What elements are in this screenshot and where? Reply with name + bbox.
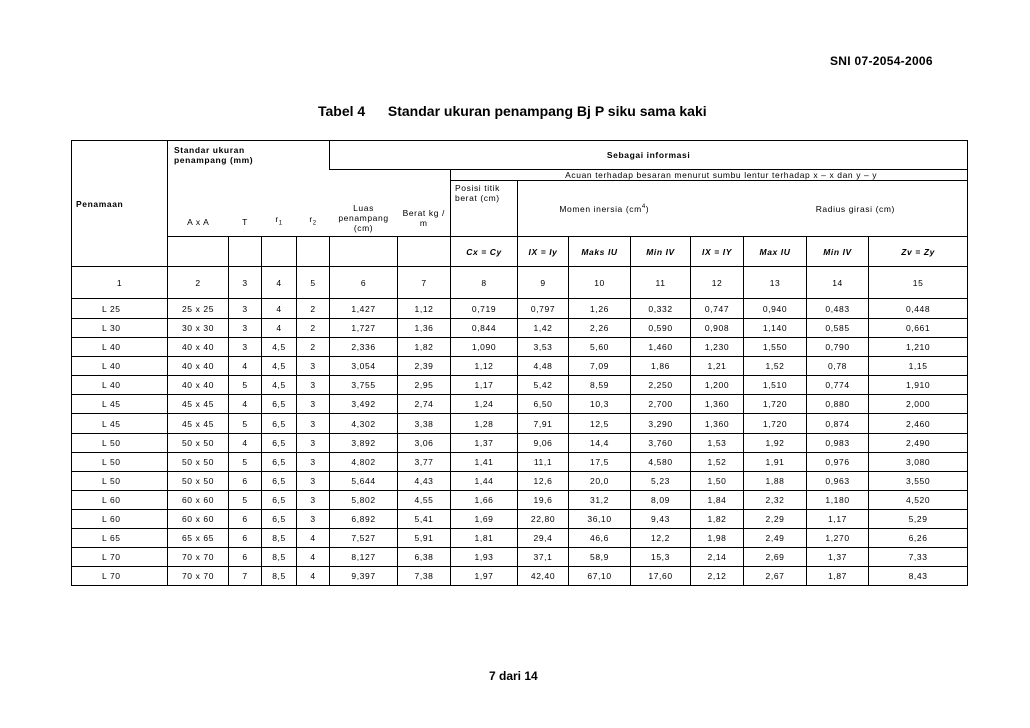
table-cell: 4,520	[869, 490, 968, 509]
table-cell: 6	[229, 471, 262, 490]
table-cell: 6	[229, 509, 262, 528]
column-number: 15	[869, 267, 968, 299]
table-cell: 22,80	[518, 509, 569, 528]
column-number: 12	[691, 267, 744, 299]
table-cell: 3,760	[631, 433, 691, 452]
table-cell: L 40	[72, 376, 168, 395]
table-cell: 2,460	[869, 414, 968, 433]
table-cell: 1,82	[691, 509, 744, 528]
table-cell: 2,39	[398, 357, 451, 376]
table-cell: 6,50	[518, 395, 569, 414]
table-cell: 6	[229, 548, 262, 567]
table-cell: 2,49	[744, 529, 807, 548]
header-penamaan: Penamaan	[72, 141, 168, 267]
table-cell: 3,080	[869, 452, 968, 471]
table-cell: 67,10	[569, 567, 631, 586]
table-cell: 6,5	[262, 452, 297, 471]
table-row	[72, 452, 968, 471]
header-radius-girasi: Radius girasi (cm)	[744, 181, 968, 237]
table-row	[72, 471, 968, 490]
table-cell: 17,5	[569, 452, 631, 471]
table-cell: 4	[297, 529, 330, 548]
table-cell: 1,180	[807, 490, 869, 509]
table-cell: 40 x 40	[168, 357, 229, 376]
table-cell: 50 x 50	[168, 452, 229, 471]
table-cell: L 50	[72, 471, 168, 490]
table-cell: 20,0	[569, 471, 631, 490]
table-cell: 4,5	[262, 376, 297, 395]
table-title: Standar ukuran penampang Bj P siku sama kaki	[387, 103, 707, 119]
header-momen-inersia	[518, 181, 691, 237]
table-cell: 2	[297, 299, 330, 319]
table-cell: 3	[297, 414, 330, 433]
table-cell: 1,81	[451, 529, 518, 548]
table-cell: L 65	[72, 529, 168, 548]
table-cell: L 70	[72, 567, 168, 586]
table-cell: 0,874	[807, 414, 869, 433]
table-cell: 0,963	[807, 471, 869, 490]
table-cell: 4	[262, 299, 297, 319]
table-cell: 12,2	[631, 529, 691, 548]
table-cell: 1,270	[807, 529, 869, 548]
table-cell: 1,88	[744, 471, 807, 490]
table-cell: 3	[297, 395, 330, 414]
column-number: 10	[569, 267, 631, 299]
table-cell: 5,29	[869, 509, 968, 528]
table-cell: 9,06	[518, 433, 569, 452]
table-cell: 4,5	[262, 338, 297, 357]
table-cell: 8,5	[262, 529, 297, 548]
header-maks-iu: Maks IU	[569, 237, 631, 267]
table-cell: 42,40	[518, 567, 569, 586]
document-id: SNI 07-2054-2006	[830, 54, 933, 68]
table-cell: L 45	[72, 395, 168, 414]
table-cell: 1,36	[398, 319, 451, 338]
column-number: 11	[631, 267, 691, 299]
table-cell: 50 x 50	[168, 433, 229, 452]
table-row	[72, 548, 968, 567]
table-cell: L 25	[72, 299, 168, 319]
table-cell: 5,91	[398, 529, 451, 548]
header-luas: Luas penampang (cm)	[330, 170, 398, 237]
table-cell: 3,38	[398, 414, 451, 433]
table-cell: 0,78	[807, 357, 869, 376]
table-cell: 0,483	[807, 299, 869, 319]
table-cell: 40 x 40	[168, 338, 229, 357]
table-cell: 3	[297, 376, 330, 395]
table-cell: 8,5	[262, 548, 297, 567]
table-cell: 5,23	[631, 471, 691, 490]
table-cell: 6,5	[262, 433, 297, 452]
table-cell: 0,940	[744, 299, 807, 319]
header-berat-blank	[398, 237, 451, 267]
table-cell: 7,91	[518, 414, 569, 433]
table-cell: 2,12	[691, 567, 744, 586]
table-cell: 4,55	[398, 490, 451, 509]
table-cell: 3	[297, 452, 330, 471]
table-cell: 0,661	[869, 319, 968, 338]
header-r2-sub: 2	[312, 221, 317, 227]
header-standar-ukuran: Standar ukuran penampang (mm)	[168, 141, 262, 170]
column-number-row	[72, 267, 968, 299]
table-cell: 1,550	[744, 338, 807, 357]
table-cell: 3,06	[398, 433, 451, 452]
table-cell: 1,720	[744, 414, 807, 433]
table-row	[72, 490, 968, 509]
table-cell: 60 x 60	[168, 509, 229, 528]
table-cell: 60 x 60	[168, 490, 229, 509]
table-cell: 3,77	[398, 452, 451, 471]
table-cell: 1,84	[691, 490, 744, 509]
table-cell: 2,26	[569, 319, 631, 338]
header-momen-text: Momen inersia (cm	[559, 203, 642, 214]
table-cell: 14,4	[569, 433, 631, 452]
table-cell: 3	[229, 319, 262, 338]
column-number: 7	[398, 267, 451, 299]
table-cell: 6	[229, 529, 262, 548]
table-cell: 0,448	[869, 299, 968, 319]
table-cell: 1,86	[631, 357, 691, 376]
table-cell: 1,82	[398, 338, 451, 357]
column-number: 13	[744, 267, 807, 299]
table-cell: 1,460	[631, 338, 691, 357]
table-cell: 11,1	[518, 452, 569, 471]
table-cell: 3,492	[330, 395, 398, 414]
column-number: 2	[168, 267, 229, 299]
table-cell: 8,43	[869, 567, 968, 586]
table-cell: 0,585	[807, 319, 869, 338]
table-cell: 9,43	[631, 509, 691, 528]
column-number-row	[72, 267, 968, 299]
table-cell: 1,910	[869, 376, 968, 395]
column-number: 5	[297, 267, 330, 299]
header-t-blank	[229, 237, 262, 267]
table-cell: 8,59	[569, 376, 631, 395]
table-cell: 7,38	[398, 567, 451, 586]
table-cell: 1,727	[330, 319, 398, 338]
table-cell: 1,427	[330, 299, 398, 319]
table-cell: 36,10	[569, 509, 631, 528]
table-cell: 2,29	[744, 509, 807, 528]
table-cell: 2,67	[744, 567, 807, 586]
table-cell: 15,3	[631, 548, 691, 567]
table-cell: 4	[229, 357, 262, 376]
header-r2-blank	[297, 237, 330, 267]
table-cell: 0,590	[631, 319, 691, 338]
table-cell: 8,5	[262, 567, 297, 586]
table-cell: 0,332	[631, 299, 691, 319]
table-cell: 45 x 45	[168, 414, 229, 433]
header-momen-end: )	[645, 203, 650, 214]
column-number: 4	[262, 267, 297, 299]
table-cell: 2	[297, 338, 330, 357]
header-ix-iy: IX = Iy	[518, 237, 569, 267]
table-cell: 0,774	[807, 376, 869, 395]
table-cell: 2,250	[631, 376, 691, 395]
table-cell: 1,44	[451, 471, 518, 490]
steel-angle-table	[71, 140, 968, 586]
table-cell: 3	[229, 299, 262, 319]
table-cell: 4,5	[262, 357, 297, 376]
table-cell: 5,60	[569, 338, 631, 357]
header-sebagai-informasi: Sebagai informasi	[330, 141, 968, 170]
header-zv-zy: Zv = Zy	[869, 237, 968, 267]
table-cell: 2,700	[631, 395, 691, 414]
table-cell: 3	[297, 357, 330, 376]
table-cell: 0,844	[451, 319, 518, 338]
table-cell: 0,747	[691, 299, 744, 319]
table-cell: L 70	[72, 548, 168, 567]
table-cell: 6,5	[262, 509, 297, 528]
table-cell: 3	[297, 509, 330, 528]
table-cell: 0,880	[807, 395, 869, 414]
table-cell: 1,98	[691, 529, 744, 548]
column-number: 8	[451, 267, 518, 299]
table-cell: 12,5	[569, 414, 631, 433]
table-label: Tabel 4	[318, 103, 366, 119]
table-row	[72, 529, 968, 548]
table-row	[72, 299, 968, 319]
table-cell: 2,490	[869, 433, 968, 452]
table-cell: 4	[229, 433, 262, 452]
table-cell: 19,6	[518, 490, 569, 509]
table-cell: 3,755	[330, 376, 398, 395]
table-cell: 1,090	[451, 338, 518, 357]
table-cell: 5	[229, 414, 262, 433]
table-cell: 4,802	[330, 452, 398, 471]
table-cell: 0,983	[807, 433, 869, 452]
table-cell: 4,48	[518, 357, 569, 376]
table-cell: 1,37	[451, 433, 518, 452]
table-cell: 3,892	[330, 433, 398, 452]
table-cell: 30 x 30	[168, 319, 229, 338]
table-cell: 5,42	[518, 376, 569, 395]
table-cell: 1,12	[398, 299, 451, 319]
table-cell: 3	[297, 471, 330, 490]
table-cell: 3	[297, 490, 330, 509]
table-cell: 0,790	[807, 338, 869, 357]
table-cell: 6,26	[869, 529, 968, 548]
table-cell: 0,908	[691, 319, 744, 338]
table-cell: 8,127	[330, 548, 398, 567]
header-t: T	[229, 170, 262, 237]
table-cell: L 30	[72, 319, 168, 338]
header-axa-blank	[168, 237, 229, 267]
table-cell: 6,5	[262, 414, 297, 433]
table-cell: L 60	[72, 509, 168, 528]
table-row	[72, 567, 968, 586]
header-r2-text: r	[309, 214, 313, 225]
column-number: 6	[330, 267, 398, 299]
table-cell: 1,41	[451, 452, 518, 471]
table-cell: 9,397	[330, 567, 398, 586]
header-r1-blank	[262, 237, 297, 267]
header-r1-text: r	[275, 214, 279, 225]
table-cell: 1,37	[807, 548, 869, 567]
table-cell: 2	[297, 319, 330, 338]
header-r2	[297, 170, 330, 237]
table-cell: 1,28	[451, 414, 518, 433]
table-cell: 2,95	[398, 376, 451, 395]
table-cell: 1,69	[451, 509, 518, 528]
table-cell: 1,12	[451, 357, 518, 376]
table-row	[72, 509, 968, 528]
table-cell: 5	[229, 452, 262, 471]
table-cell: 0,719	[451, 299, 518, 319]
table-cell: 12,6	[518, 471, 569, 490]
table-cell: 1,91	[744, 452, 807, 471]
header-cx-cy: Cx = Cy	[451, 237, 518, 267]
table-row	[72, 319, 968, 338]
table-cell: 2,14	[691, 548, 744, 567]
table-cell: L 45	[72, 414, 168, 433]
table-cell: 0,797	[518, 299, 569, 319]
table-cell: 4	[297, 548, 330, 567]
table-cell: 1,510	[744, 376, 807, 395]
table-cell: 1,92	[744, 433, 807, 452]
table-cell: 1,42	[518, 319, 569, 338]
page-number: 7 dari 14	[489, 669, 538, 683]
table-cell: L 50	[72, 452, 168, 471]
table-cell: 10,3	[569, 395, 631, 414]
table-cell: 4	[229, 395, 262, 414]
table-cell: 7	[229, 567, 262, 586]
table-cell: 5,644	[330, 471, 398, 490]
table-cell: 1,360	[691, 414, 744, 433]
table-cell: 5	[229, 376, 262, 395]
table-cell: 1,52	[744, 357, 807, 376]
table-cell: 7,527	[330, 529, 398, 548]
header-posisi-titik-berat: Posisi titik berat (cm)	[451, 181, 518, 237]
table-cell: 1,52	[691, 452, 744, 471]
table-cell: 1,53	[691, 433, 744, 452]
table-cell: 2,000	[869, 395, 968, 414]
table-cell: 3	[297, 433, 330, 452]
table-cell: 7,33	[869, 548, 968, 567]
table-row	[72, 357, 968, 376]
table-cell: 6,5	[262, 471, 297, 490]
table-cell: 1,17	[451, 376, 518, 395]
table-cell: 5,802	[330, 490, 398, 509]
table-cell: 6,892	[330, 509, 398, 528]
column-number: 14	[807, 267, 869, 299]
table-cell: 1,720	[744, 395, 807, 414]
table-cell: 1,17	[807, 509, 869, 528]
table-cell: 1,210	[869, 338, 968, 357]
table-cell: 5	[229, 490, 262, 509]
table-row	[72, 433, 968, 452]
table-cell: 29,4	[518, 529, 569, 548]
column-number: 9	[518, 267, 569, 299]
table-cell: 1,15	[869, 357, 968, 376]
table-cell: 70 x 70	[168, 567, 229, 586]
header-min-iv: Min IV	[631, 237, 691, 267]
table-cell: 1,200	[691, 376, 744, 395]
table-row	[72, 338, 968, 357]
table-row	[72, 395, 968, 414]
table-cell: 2,336	[330, 338, 398, 357]
table-row	[72, 414, 968, 433]
table-cell: L 40	[72, 338, 168, 357]
table-cell: 4,580	[631, 452, 691, 471]
table-cell: 7,09	[569, 357, 631, 376]
table-cell: 4,43	[398, 471, 451, 490]
header-r1-sub: 1	[278, 221, 283, 227]
table-cell: L 50	[72, 433, 168, 452]
column-number: 3	[229, 267, 262, 299]
table-cell: 46,6	[569, 529, 631, 548]
table-cell: 4	[297, 567, 330, 586]
table-cell: 70 x 70	[168, 548, 229, 567]
table-cell: 40 x 40	[168, 376, 229, 395]
table-cell: 50 x 50	[168, 471, 229, 490]
table-caption	[318, 103, 707, 119]
table-cell: 1,66	[451, 490, 518, 509]
table-cell: L 60	[72, 490, 168, 509]
table-cell: 2,69	[744, 548, 807, 567]
table-cell: 0,976	[807, 452, 869, 471]
header-acuan: Acuan terhadap besaran menurut sumbu lentur terhadap x – x dan y – y	[451, 170, 968, 181]
header-min-iv-radius: Min IV	[807, 237, 869, 267]
table-cell: 58,9	[569, 548, 631, 567]
table-cell: 1,24	[451, 395, 518, 414]
header-r1	[262, 170, 297, 237]
header-max-iu: Max IU	[744, 237, 807, 267]
table-cell: 6,38	[398, 548, 451, 567]
table-cell: 1,26	[569, 299, 631, 319]
header-luas-blank	[330, 237, 398, 267]
table-cell: 3,290	[631, 414, 691, 433]
table-row	[72, 376, 968, 395]
table-cell: 6,5	[262, 395, 297, 414]
table-cell: 31,2	[569, 490, 631, 509]
table-cell: 65 x 65	[168, 529, 229, 548]
table-cell: 25 x 25	[168, 299, 229, 319]
table-cell: 1,230	[691, 338, 744, 357]
table-cell: 5,41	[398, 509, 451, 528]
table-cell: 3,53	[518, 338, 569, 357]
table-cell: 3,550	[869, 471, 968, 490]
table-cell: 8,09	[631, 490, 691, 509]
table-cell: 3	[229, 338, 262, 357]
column-number: 1	[72, 267, 168, 299]
table-cell: 3,054	[330, 357, 398, 376]
table-header	[72, 141, 968, 267]
header-berat: Berat kg / m	[398, 170, 451, 237]
table-cell: 4,302	[330, 414, 398, 433]
table-cell: 1,93	[451, 548, 518, 567]
table-cell: 37,1	[518, 548, 569, 567]
table-cell: 45 x 45	[168, 395, 229, 414]
header-axa: A x A	[168, 170, 229, 237]
table-cell: 2,32	[744, 490, 807, 509]
table-cell: 6,5	[262, 490, 297, 509]
header-ix-iy-radius: IX = IY	[691, 237, 744, 267]
table-body	[72, 299, 968, 586]
table-cell: L 40	[72, 357, 168, 376]
table-cell: 1,87	[807, 567, 869, 586]
table-cell: 1,360	[691, 395, 744, 414]
table-cell: 17,60	[631, 567, 691, 586]
table-cell: 2,74	[398, 395, 451, 414]
table-cell: 1,140	[744, 319, 807, 338]
table-cell: 1,97	[451, 567, 518, 586]
table-cell: 1,50	[691, 471, 744, 490]
table-cell: 1,21	[691, 357, 744, 376]
table-cell: 4	[262, 319, 297, 338]
header-momen-sup: 4	[641, 203, 646, 210]
